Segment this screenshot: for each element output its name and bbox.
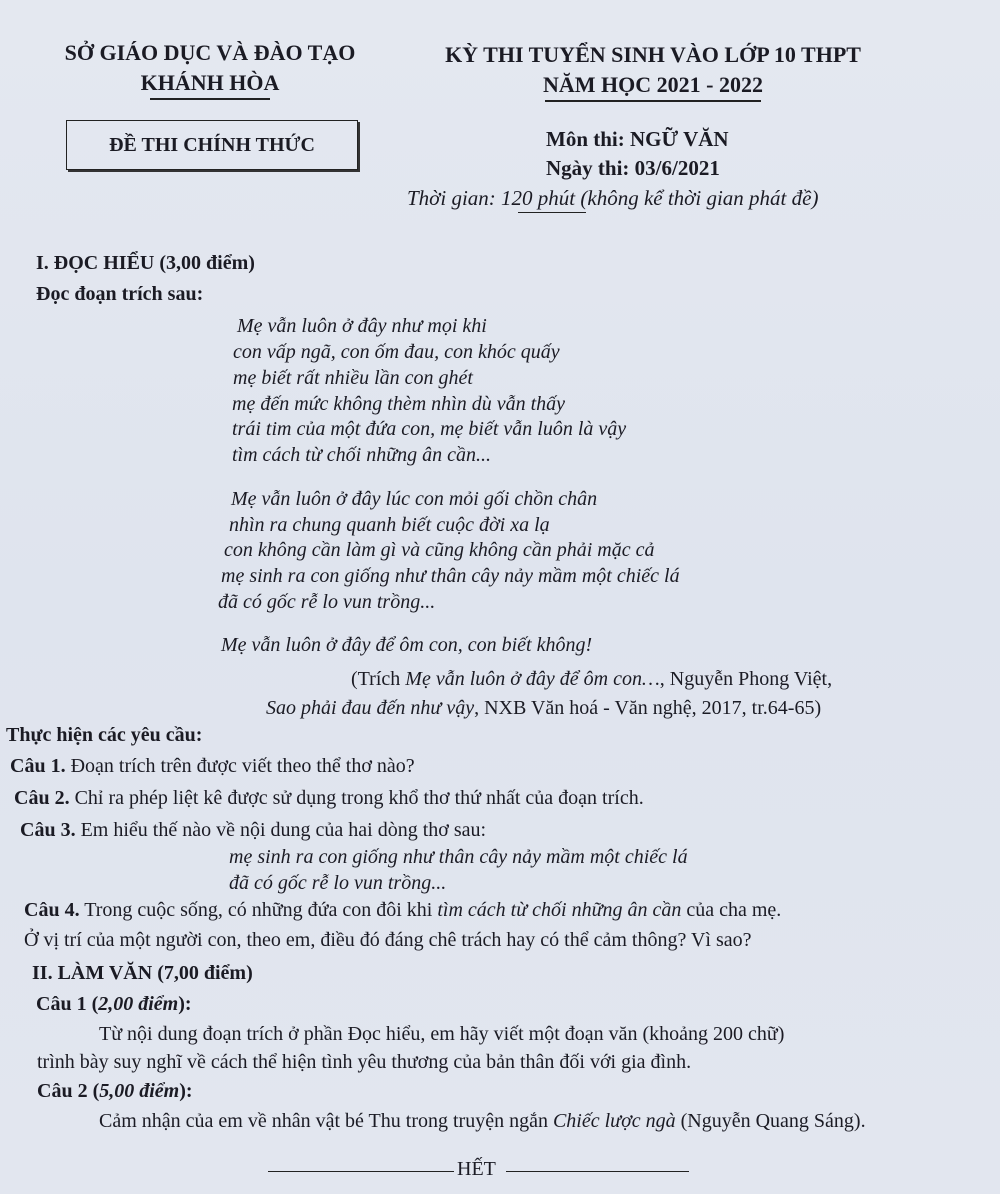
- part1-title: I. ĐỌC HIỂU (3,00 điểm): [36, 252, 255, 274]
- header-underline-right: [545, 100, 761, 102]
- end-marker: HẾT: [457, 1158, 496, 1180]
- question-4: [24, 899, 781, 922]
- official-exam-label: ĐỀ THI CHÍNH THỨC: [109, 134, 315, 156]
- exam-title: KỲ THI TUYỂN SINH VÀO LỚP 10 THPT: [445, 42, 861, 67]
- label-text: Câu 2 (: [37, 1080, 100, 1102]
- question-4-line-2: Ở vị trí của một người con, theo em, điều đó đáng chê trách hay có thể cảm thông? Vì sao?: [24, 929, 752, 951]
- quoted-poem-line: đã có gốc rễ lo vun trồng...: [229, 872, 447, 894]
- question-3: [20, 819, 486, 842]
- poem-line: trái tim của một đứa con, mẹ biết vẫn luôn là vậy: [232, 418, 627, 440]
- question-label: Câu 1.: [10, 755, 66, 777]
- quoted-phrase: tìm cách từ chối những ân cần: [437, 899, 682, 921]
- part2-title: II. LÀM VĂN (7,00 điểm): [32, 962, 253, 984]
- essay-question-1-text: Từ nội dung đoạn trích ở phần Đọc hiểu, em hãy viết một đoạn văn (khoảng 200 chữ): [99, 1023, 785, 1045]
- citation-line-2: [266, 697, 821, 720]
- poem-line: nhìn ra chung quanh biết cuộc đời xa lạ: [229, 514, 550, 536]
- question-text: Em hiểu thế nào về nội dung của hai dòng thơ sau:: [75, 819, 487, 841]
- poem-line: con vấp ngã, con ốm đau, con khóc quấy: [233, 341, 560, 363]
- quoted-poem-line: mẹ sinh ra con giống như thân cây nảy mầm một chiếc lá: [229, 846, 688, 868]
- question-text: (Nguyễn Quang Sáng).: [675, 1110, 866, 1132]
- poem-line: mẹ sinh ra con giống như thân cây nảy mầm một chiếc lá: [221, 565, 680, 587]
- poem-title: Mẹ vẫn luôn ở đây để ôm con…: [405, 668, 660, 690]
- province-name: KHÁNH HÒA: [140, 70, 280, 95]
- official-exam-box: [66, 120, 358, 170]
- poem-line: mẹ đến mức không thèm nhìn dù vẫn thấy: [232, 393, 566, 415]
- poem-closing-line: Mẹ vẫn luôn ở đây để ôm con, con biết không!: [221, 634, 593, 656]
- header-underline-left: [150, 98, 270, 100]
- question-text: của cha mẹ.: [681, 899, 782, 921]
- school-year: NĂM HỌC 2021 - 2022: [543, 72, 763, 97]
- question-2: [14, 787, 644, 810]
- question-1: [10, 755, 415, 778]
- department-name: SỞ GIÁO DỤC VÀ ĐÀO TẠO: [64, 40, 356, 65]
- question-label: Câu 4.: [24, 899, 80, 921]
- question-label: Câu 2.: [14, 787, 70, 809]
- essay-question-2-text: [99, 1110, 866, 1133]
- book-title: Sao phải đau đến như vậy: [266, 697, 475, 719]
- question-text: Đoạn trích trên được viết theo thể thơ nào?: [65, 755, 415, 777]
- exam-date: Ngày thi: 03/6/2021: [546, 156, 720, 180]
- essay-question-1-text-2: trình bày suy nghĩ về cách thể hiện tình yêu thương của bản thân đối với gia đình.: [37, 1051, 692, 1073]
- label-text: Câu 1 (: [36, 993, 99, 1015]
- requirements-heading: Thực hiện các yêu cầu:: [6, 724, 203, 746]
- reading-instruction: Đọc đoạn trích sau:: [36, 283, 204, 305]
- poem-line: con không cần làm gì và cũng không cần phải mặc cả: [224, 539, 655, 561]
- poem-line: Mẹ vẫn luôn ở đây lúc con mỏi gối chồn chân: [231, 488, 598, 510]
- label-text: ):: [178, 993, 192, 1015]
- subject-line: Môn thi: NGỮ VĂN: [546, 127, 729, 151]
- points: 5,00 điểm: [99, 1080, 180, 1102]
- essay-question-1-label: [36, 993, 192, 1016]
- points: 2,00 điểm: [98, 993, 179, 1015]
- label-text: ):: [179, 1080, 193, 1102]
- publisher-info: , NXB Văn hoá - Văn nghệ, 2017, tr.64-65): [474, 697, 822, 719]
- question-text: Cảm nhận của em về nhân vật bé Thu trong truyện ngắn: [99, 1110, 553, 1132]
- end-rule-left: [268, 1171, 454, 1172]
- poem-line: tìm cách từ chối những ân cần...: [232, 444, 491, 466]
- question-label: Câu 3.: [20, 819, 76, 841]
- duration-underline: [518, 212, 586, 213]
- poem-line: đã có gốc rễ lo vun trồng...: [218, 591, 436, 613]
- poem-line: mẹ biết rất nhiều lần con ghét: [233, 367, 473, 389]
- story-title: Chiếc lược ngà: [552, 1110, 676, 1132]
- essay-question-2-label: [37, 1080, 193, 1103]
- question-text: Trong cuộc sống, có những đứa con đôi khi: [79, 899, 438, 921]
- poem-line: Mẹ vẫn luôn ở đây như mọi khi: [237, 315, 487, 337]
- question-text: Chỉ ra phép liệt kê được sử dụng trong khổ thơ thứ nhất của đoạn trích.: [69, 787, 644, 809]
- citation-author: , Nguyễn Phong Việt,: [659, 668, 833, 690]
- citation-line-1: [351, 668, 832, 691]
- end-rule-right: [506, 1171, 689, 1172]
- exam-duration: Thời gian: 120 phút (không kể thời gian phát đề): [407, 186, 819, 210]
- citation-prefix: (Trích: [351, 668, 406, 690]
